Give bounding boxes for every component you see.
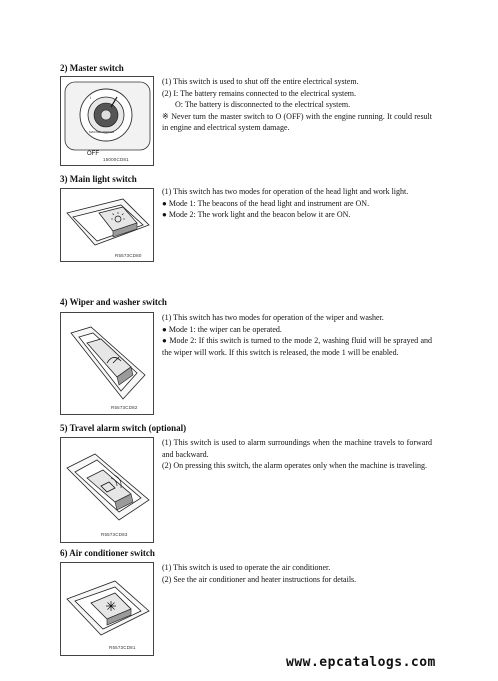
master-switch-figure-code: 15000CD81 (103, 157, 129, 162)
wiper-switch-figure (60, 312, 154, 415)
master-switch-key-icon (61, 77, 155, 167)
travel-alarm-rocker-icon (61, 438, 155, 544)
text-line: ※ Never turn the master switch to O (OFF) with the engine running. It could result in engine and electrical system damage. (162, 111, 432, 132)
master-switch-text (162, 76, 432, 134)
text-line: ● Mode 2: If this switch is turned to the mode 2, washing fluid will be sprayed and the wiper will work. If this switch is released, the mode 1 will be enabled. (162, 336, 432, 357)
air-conditioner-heading: 6) Air conditioner switch (60, 548, 155, 558)
master-switch-off-label: OFF (87, 151, 99, 157)
travel-alarm-heading: 5) Travel alarm switch (optional) (60, 423, 187, 433)
main-light-switch-heading: 3) Main light switch (60, 174, 137, 184)
main-light-rocker-icon (61, 189, 155, 263)
air-conditioner-text (162, 562, 432, 585)
text-line: ● Mode 2: The work light and the beacon below it are ON. (162, 210, 351, 219)
air-conditioner-rocker-icon (61, 563, 155, 657)
text-line: O: The battery is disconnected to the electrical system. (175, 100, 351, 109)
text-line: (1) This switch is used to shut off the entire electrical system. (162, 77, 359, 86)
wiper-rocker-icon (61, 313, 155, 416)
text-line: (1) This switch has two modes for operation of the head light and work light. (162, 187, 409, 196)
text-line: ● Mode 1: The beacons of the head light and instrument are ON. (162, 198, 370, 208)
master-switch-figure (60, 76, 154, 166)
main-light-switch-text (162, 186, 432, 221)
svg-text:MASTER SWITCH: MASTER SWITCH (89, 130, 115, 134)
text-line: (2) I: The battery remains connected to the electrical system. (162, 88, 356, 98)
wiper-switch-text (162, 312, 432, 358)
text-line: (1) This switch has two modes for operation of the wiper and washer. (162, 313, 384, 322)
text-line: (1) This switch is used to operate the air conditioner. (162, 563, 331, 572)
travel-alarm-figure (60, 437, 154, 543)
travel-alarm-figure-code: R5573CD83 (101, 532, 128, 537)
text-line: (2) See the air conditioner and heater instructions for details. (162, 574, 357, 584)
wiper-switch-heading: 4) Wiper and washer switch (60, 297, 167, 307)
wiper-figure-code: R5573CD82 (111, 405, 138, 410)
master-switch-heading: 2) Master switch (60, 63, 124, 73)
text-line: (1) This switch is used to alarm surroundings when the machine travels to forward and backward. (162, 438, 432, 459)
text-line: (2) On pressing this switch, the alarm operates only when the machine is traveling. (162, 461, 428, 470)
air-conditioner-figure (60, 562, 154, 656)
main-light-figure-code: R5573CD80 (115, 253, 142, 258)
footer-watermark[interactable]: www.epcatalogs.com (286, 655, 436, 670)
main-light-switch-figure (60, 188, 154, 262)
svg-text:I: I (90, 95, 92, 100)
air-conditioner-figure-code: R5573CD81 (109, 645, 136, 650)
travel-alarm-text (162, 437, 432, 472)
text-line: ● Mode 1: the wiper can be operated. (162, 324, 282, 334)
